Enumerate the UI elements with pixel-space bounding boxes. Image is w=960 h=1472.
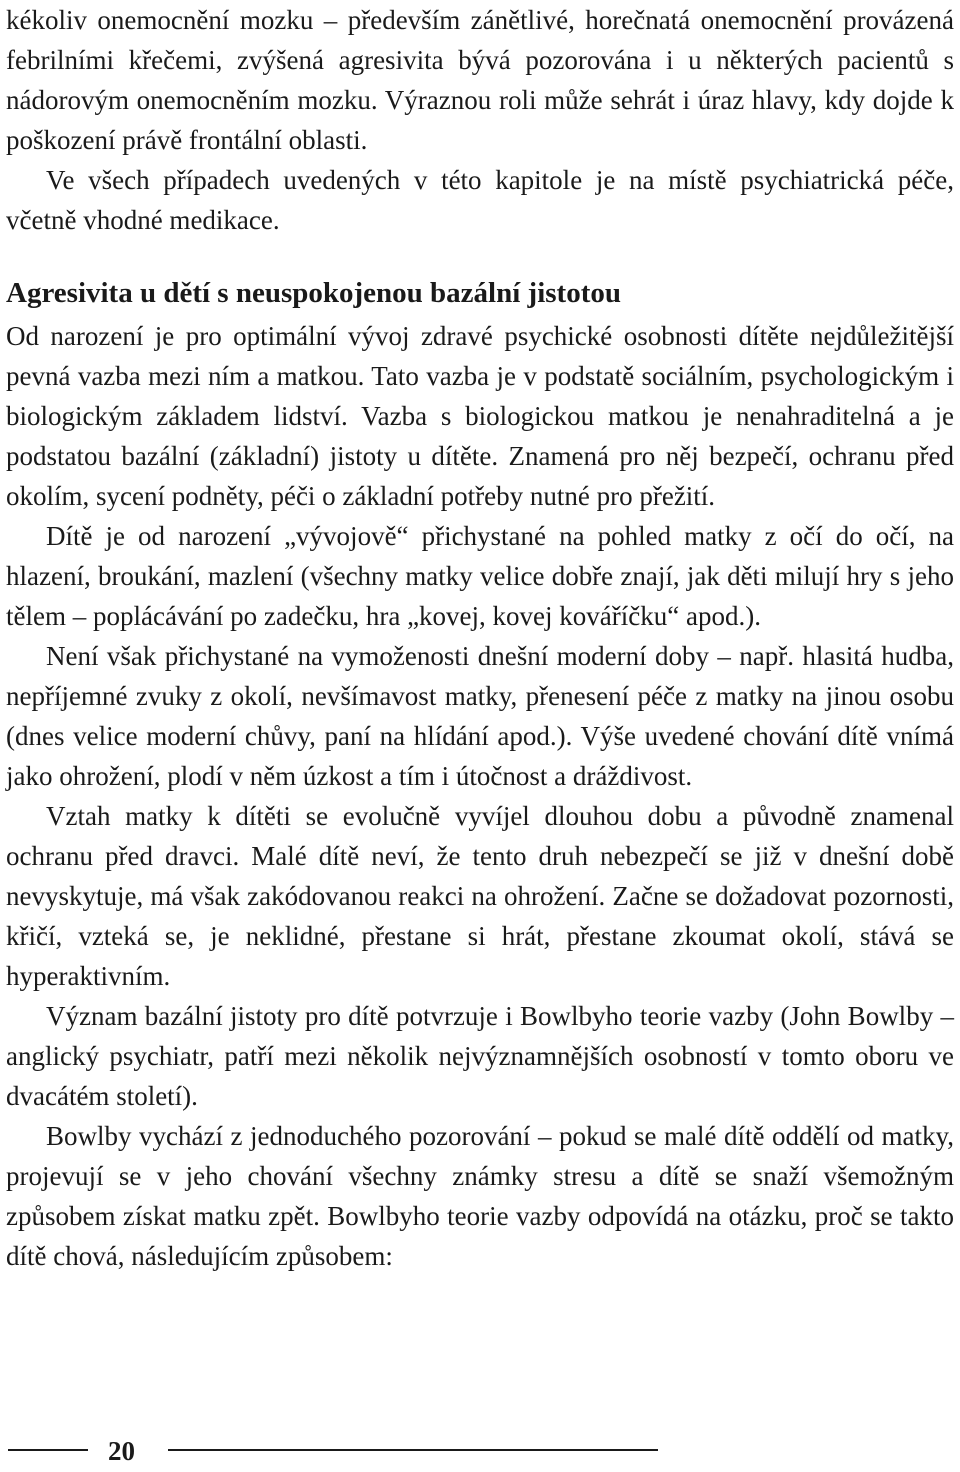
page-number: 20 <box>108 1436 135 1466</box>
section-body <box>6 316 954 1276</box>
footer-rule-left <box>8 1449 88 1451</box>
paragraph: Bowlby vychází z jednoduchého pozorování – pokud se malé dítě oddělí od matky, projevují se v jeho chování všechny známky stresu a dítě se snaží všemožným způsobem získat matku zpět. Bowlbyho teorie vazby odpovídá na otázku, proč se takto dítě chová, následujícím způsobem: <box>6 1121 954 1271</box>
section-heading: Agresivita u dětí s neuspokojenou bazální jistotou <box>6 277 621 309</box>
paragraph: kékoliv onemocnění mozku – především zánětlivé, horečnatá onemocnění provázená febrilními křečemi, zvýšená agresivita bývá pozorována i u některých pacientů s nádorovým onemocněním mozku. Výraznou roli může sehrát i úraz hlavy, kdy dojde k poškození právě frontální oblasti. <box>6 5 954 155</box>
intro-text <box>6 0 954 240</box>
page-footer <box>0 1434 960 1472</box>
paragraph: Není však přichystané na vymoženosti dnešní moderní doby – např. hlasitá hudba, nepříjemné zvuky z okolí, nevšímavost matky, přenesení péče z matky na jinou osobu (dnes velice moderní chůvy, paní na hlídání apod.). Výše uvedené chování dítě vnímá jako ohrožení, plodí v něm úzkost a tím i útočnost a dráždivost. <box>6 641 954 791</box>
paragraph: Vztah matky k dítěti se evolučně vyvíjel dlouhou dobu a původně znamenal ochranu před dravci. Malé dítě neví, že tento druh nebezpečí se již v dnešní době nevyskytuje, má však zakódovanou reakci na ohrožení. Začne se dožadovat pozornosti, křičí, vzteká se, je neklidné, přestane si hrát, přestane zkoumat okolí, stává se hyperaktivním. <box>6 801 954 991</box>
footer-rule-right <box>168 1449 658 1451</box>
paragraph: Ve všech případech uvedených v této kapitole je na místě psychiatrická péče, včetně vhodné medikace. <box>6 165 954 235</box>
paragraph: Dítě je od narození „vývojově“ přichystané na pohled matky z očí do očí, na hlazení, broukání, mazlení (všechny matky velice dobře znají, jak děti milují hry s jeho tělem – poplácávání po zadečku, hra „kovej, kovej kováříčku“ apod.). <box>6 521 954 631</box>
paragraph: Význam bazální jistoty pro dítě potvrzuje i Bowlbyho teorie vazby (John Bowlby – anglický psychiatr, patří mezi několik nejvýznamnějších osobností v tomto oboru ve dvacátém století). <box>6 1001 954 1111</box>
paragraph: Od narození je pro optimální vývoj zdravé psychické osobnosti dítěte nejdůležitější pevná vazba mezi ním a matkou. Tato vazba je v podstatě sociálním, psychologickým i biologickým základem lidství. Vazba s biologickou matkou je nenahraditelná a je podstatou bazální (základní) jistoty u dítěte. Znamená pro něj bezpečí, ochranu před okolím, sycení podněty, péči o základní potřeby nutné pro přežití. <box>6 321 954 511</box>
